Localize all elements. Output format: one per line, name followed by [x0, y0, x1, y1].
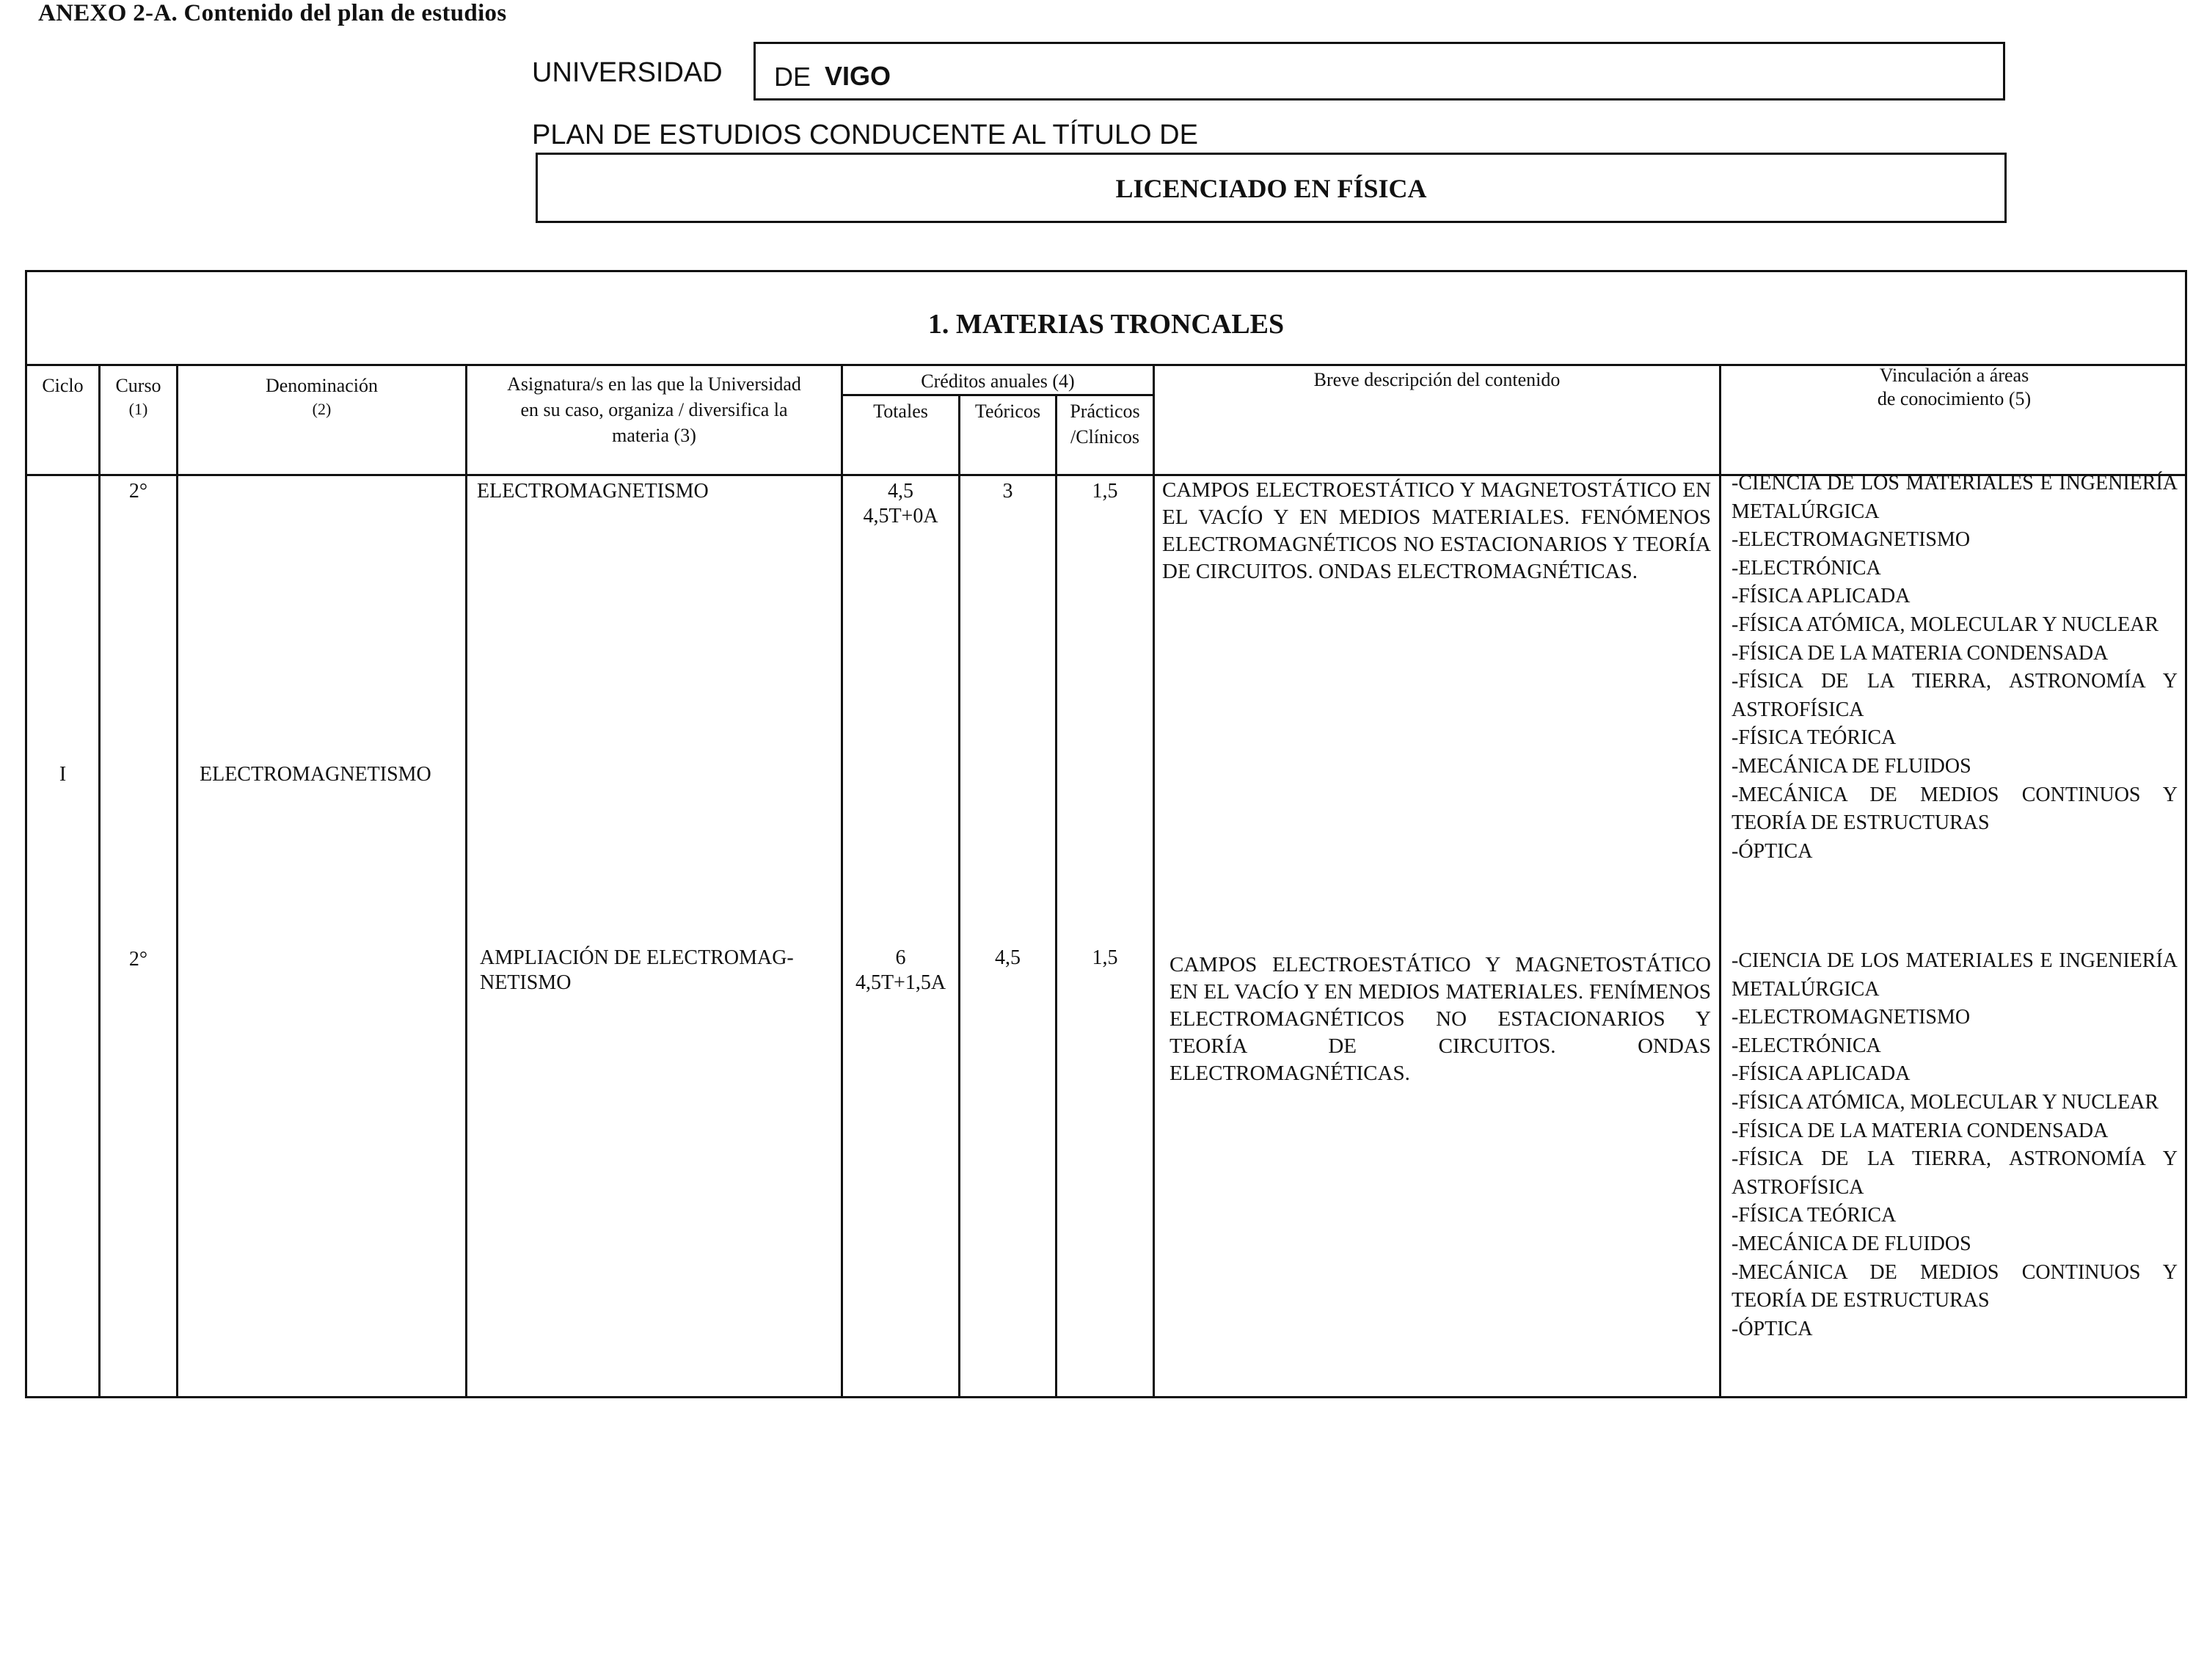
row-1-areas-list: [1732, 470, 2178, 866]
area-item: -FÍSICA ATÓMICA, MOLECULAR Y NUCLEAR: [1732, 613, 2159, 636]
row-2-asignatura-line2: NETISMO: [480, 971, 572, 994]
row-2-curso: 2°: [128, 948, 148, 971]
row-2-teoricos: 4,5: [995, 946, 1021, 969]
header-vinculacion-line1: Vinculación a áreas: [1879, 365, 2029, 386]
area-item: -FÍSICA TEÓRICA: [1732, 1204, 1897, 1227]
col-divider-curso: [176, 364, 178, 1398]
col-divider-denominacion: [465, 364, 467, 1398]
area-item: -FÍSICA DE LA MATERIA CONDENSADA: [1732, 641, 2109, 665]
area-item: -ELECTROMAGNETISMO: [1732, 1006, 1971, 1029]
area-item: -FÍSICA ATÓMICA, MOLECULAR Y NUCLEAR: [1732, 1090, 2159, 1114]
area-item: -FÍSICA APLICADA: [1732, 1062, 1911, 1086]
row-2-areas-list: [1732, 947, 2178, 1343]
area-item: -MECÁNICA DE FLUIDOS: [1732, 1232, 1971, 1255]
header-denominacion: Denominación: [265, 375, 379, 396]
header-practicos-line1: Prácticos: [1070, 401, 1140, 422]
header-curso: Curso: [115, 375, 161, 396]
section-title: 1. MATERIAS TRONCALES: [927, 309, 1285, 340]
creditos-subheader-rule: [841, 394, 1153, 396]
row-2-descripcion: CAMPOS ELECTROESTÁTICO Y MAGNETOSTÁTICO EN EL VACÍO Y EN MEDIOS MATERIALES. FENÍMENOS ELECTROMAGNÉTICOS NO ESTACIONARIOS Y TEORÍA DE CIRCUITOS. ONDAS ELECTROMAGNÉTICAS.: [1170, 953, 1711, 1085]
annex-title: ANEXO 2-A. Contenido del plan de estudios: [38, 0, 507, 26]
area-item: -ELECTRÓNICA: [1732, 556, 1881, 580]
area-item: -FÍSICA DE LA TIERRA, ASTRONOMÍA Y ASTROFÍSICA: [1732, 1147, 2178, 1199]
university-label: UNIVERSIDAD: [532, 57, 723, 88]
plan-label: PLAN DE ESTUDIOS CONDUCENTE AL TÍTULO DE: [532, 120, 1198, 150]
header-practicos-line2: /Clínicos: [1070, 426, 1139, 448]
row-1-descripcion: CAMPOS ELECTROESTÁTICO Y MAGNETOSTÁTICO EN EL VACÍO Y EN MEDIOS MATERIALES. FENÓMENOS ELECTROMAGNÉTICOS NO ESTACIONARIOS Y TEORÍA DE CIRCUITOS. ONDAS ELECTROMAGNÉTICAS.: [1162, 478, 1711, 583]
area-item: -FÍSICA DE LA MATERIA CONDENSADA: [1732, 1119, 2109, 1142]
area-item: -MECÁNICA DE MEDIOS CONTINUOS Y TEORÍA DE ESTRUCTURAS: [1732, 783, 2178, 835]
row-1-practicos: 1,5: [1092, 480, 1118, 503]
denominacion-value: ELECTROMAGNETISMO: [200, 763, 431, 786]
row-1-asignatura-line1: ELECTROMAGNETISMO: [477, 480, 709, 503]
header-curso-note: (1): [128, 400, 148, 418]
col-divider-totales: [958, 394, 960, 1398]
header-asignatura-line2: en su caso, organiza / diversifica la: [520, 399, 788, 420]
university-name: VIGO: [825, 61, 891, 91]
header-asignatura-line3: materia (3): [612, 425, 696, 446]
area-item: -MECÁNICA DE FLUIDOS: [1732, 754, 1971, 778]
col-divider-creditos: [1153, 364, 1155, 1398]
university-prefix: DE: [774, 62, 811, 92]
area-item: -CIENCIA DE LOS MATERIALES E INGENIERÍA METALÚRGICA: [1732, 949, 2178, 1001]
col-divider-teoricos: [1055, 394, 1057, 1398]
row-1-teoricos: 3: [1002, 480, 1013, 503]
header-denominacion-note: (2): [312, 400, 332, 418]
university-box: [753, 42, 2005, 101]
row-1-curso: 2°: [128, 480, 148, 503]
area-item: -ÓPTICA: [1732, 1317, 1813, 1340]
area-item: -FÍSICA APLICADA: [1732, 585, 1911, 608]
area-item: -ÓPTICA: [1732, 839, 1813, 863]
header-vinculacion-line2: de conocimiento (5): [1877, 388, 2032, 409]
header-totales: Totales: [873, 401, 928, 422]
col-divider-ciclo: [98, 364, 101, 1398]
header-creditos: Créditos anuales (4): [921, 370, 1075, 392]
row-1-totales: 4,5: [888, 480, 913, 503]
row-2-practicos: 1,5: [1092, 946, 1118, 969]
header-teoricos: Teóricos: [974, 401, 1041, 422]
area-item: -FÍSICA DE LA TIERRA, ASTRONOMÍA Y ASTROFÍSICA: [1732, 670, 2178, 721]
row-1-totales-breakdown: 4,5T+0A: [863, 505, 938, 527]
row-2-totales: 6: [895, 946, 906, 969]
area-item: -MECÁNICA DE MEDIOS CONTINUOS Y TEORÍA DE ESTRUCTURAS: [1732, 1260, 2178, 1312]
row-2-asignatura-line1: AMPLIACIÓN DE ELECTROMAG-: [480, 946, 794, 969]
col-divider-descripcion: [1719, 364, 1721, 1398]
area-item: -FÍSICA TEÓRICA: [1732, 726, 1897, 750]
header-ciclo: Ciclo: [42, 375, 84, 396]
header-descripcion: Breve descripción del contenido: [1313, 369, 1561, 390]
header-asignatura-line1: Asignatura/s en las que la Universidad: [507, 373, 801, 395]
row-2-totales-breakdown: 4,5T+1,5A: [855, 971, 946, 994]
degree-title: LICENCIADO EN FÍSICA: [1115, 174, 1427, 203]
area-item: -ELECTROMAGNETISMO: [1732, 528, 1971, 552]
ciclo-value: I: [59, 763, 67, 786]
area-item: -ELECTRÓNICA: [1732, 1034, 1881, 1057]
area-item: -CIENCIA DE LOS MATERIALES E INGENIERÍA METALÚRGICA: [1732, 472, 2178, 523]
